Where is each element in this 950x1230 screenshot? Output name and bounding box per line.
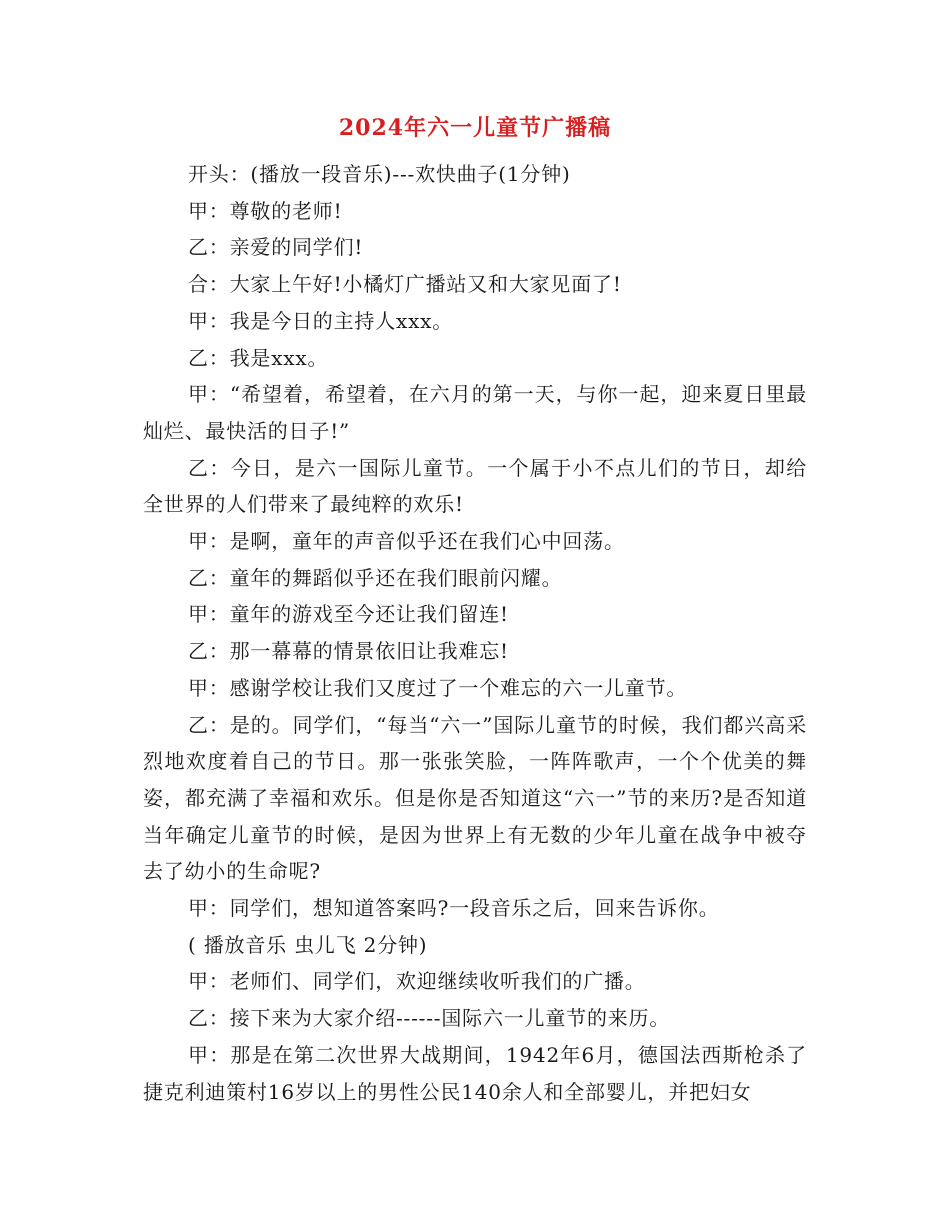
paragraph: 乙：我是xxx。 bbox=[188, 345, 329, 370]
paragraph: 甲：尊敬的老师! bbox=[188, 198, 343, 223]
paragraph: 甲：童年的游戏至今还让我们留连! bbox=[188, 602, 509, 627]
document-body bbox=[143, 156, 807, 1110]
paragraph: 乙：亲爱的同学们! bbox=[188, 235, 364, 260]
paragraph: ( 播放音乐 虫儿飞 2分钟) bbox=[188, 932, 428, 957]
paragraph: 乙：是的。同学们，“每当“六一”国际儿童节的时候，我们都兴高采烈地欢度着自己的节日。那一张张笑脸，一阵阵歌声，一个个优美的舞姿，都充满了幸福和欢乐。但是你是否知道这“六一”节的来历?是否知道当年确定儿童节的时候，是因为世界上有无数的少年儿童在战争中被夺去了幼小的生命呢? bbox=[143, 712, 807, 884]
paragraph: 甲：“希望着，希望着，在六月的第一天，与你一起，迎来夏日里最灿烂、最快活的日子!” bbox=[143, 382, 807, 443]
paragraph: 乙：童年的舞蹈似乎还在我们眼前闪耀。 bbox=[188, 565, 563, 590]
paragraph: 甲：我是今日的主持人xxx。 bbox=[188, 308, 454, 333]
paragraph: 合：大家上午好!小橘灯广播站又和大家见面了! bbox=[188, 272, 622, 297]
paragraph: 乙：接下来为大家介绍------国际六一儿童节的来历。 bbox=[188, 1006, 671, 1031]
document-title: 2024年六一儿童节广播稿 bbox=[338, 115, 612, 141]
paragraph: 甲：那是在第二次世界大战期间，1942年6月，德国法西斯枪杀了捷克利迪策村16岁以上的男性公民140余人和全部婴儿，并把妇女 bbox=[143, 1042, 807, 1104]
paragraph: 甲：是啊，童年的声音似乎还在我们心中回荡。 bbox=[188, 529, 625, 554]
paragraph: 甲：同学们，想知道答案吗?一段音乐之后，回来告诉你。 bbox=[188, 896, 720, 921]
paragraph: 乙：那一幕幕的情景依旧让我难忘! bbox=[188, 639, 509, 664]
paragraph: 乙：今日，是六一国际儿童节。一个属于小不点儿们的节日，却给全世界的人们带来了最纯粹的欢乐! bbox=[143, 455, 807, 517]
paragraph: 开头：(播放一段音乐)---欢快曲子(1分钟) bbox=[188, 162, 571, 186]
paragraph: 甲：老师们、同学们，欢迎继续收听我们的广播。 bbox=[188, 969, 646, 994]
paragraph: 甲：感谢学校让我们又度过了一个难忘的六一儿童节。 bbox=[188, 675, 688, 700]
